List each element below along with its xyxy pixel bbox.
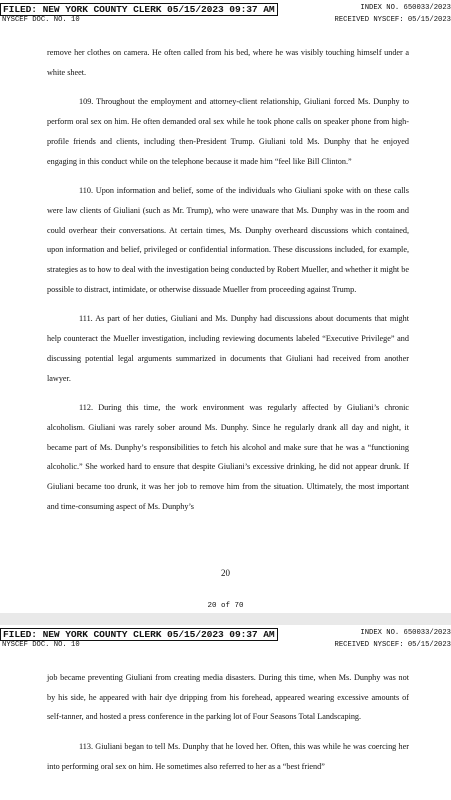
nyscef-doc-number: NYSCEF DOC. NO. 10 bbox=[2, 641, 80, 649]
page-number: 20 bbox=[221, 568, 230, 578]
received-date: RECEIVED NYSCEF: 05/15/2023 bbox=[334, 641, 451, 649]
nyscef-doc-number: NYSCEF DOC. NO. 10 bbox=[2, 16, 80, 24]
paragraph-continued: job became preventing Giuliani from creating media disasters. During this time, when Ms. Dunphy was not by his side, he appeared with hair dye dripping from his forehead, appeared wearing excessive amounts of self-tanner, and hosted a press conference in the parking lot of Four Seasons Total Landscaping. bbox=[47, 673, 409, 722]
filed-stamp: FILED: NEW YORK COUNTY CLERK 05/15/2023 09:37 AM bbox=[0, 3, 278, 16]
document-page-21 bbox=[0, 625, 451, 800]
page-count: 20 of 70 bbox=[207, 602, 244, 610]
page-separator bbox=[0, 613, 451, 625]
received-date: RECEIVED NYSCEF: 05/15/2023 bbox=[334, 16, 451, 24]
paragraph-continued: remove her clothes on camera. He often called from his bed, where he was visibly touching himself under a white sheet. bbox=[47, 48, 409, 77]
index-number: INDEX NO. 650033/2023 bbox=[360, 629, 451, 637]
paragraph-109: 109. Throughout the employment and attorney-client relationship, Giuliani forced Ms. Dunphy to perform oral sex on him. He often demanded oral sex while he took phone calls on speaker phone from high-profile friends and clients, including then-President Trump. Giuliani told Ms. Dunphy that he enjoyed engaging in this conduct while on the telephone because it made him “feel like Bill Clinton.” bbox=[47, 97, 409, 166]
index-number: INDEX NO. 650033/2023 bbox=[360, 4, 451, 12]
paragraph-112: 112. During this time, the work environment was regularly affected by Giuliani’s chronic alcoholism. Giuliani was rarely sober around Ms. Dunphy. Since he regularly drank all day and night, it became part of Ms. Dunphy’s responsibilities to fetch his alcohol and make sure that he was a “functioning alcoholic.” She worked hard to ensure that despite Giuliani’s excessive drinking, he did not appear drunk. If Giuliani became too drunk, it was her job to remove him from the situation. Ultimately, the most important and time-consuming aspect of Ms. Dunphy’s bbox=[47, 403, 409, 511]
page-body bbox=[47, 43, 409, 516]
paragraph-110: 110. Upon information and belief, some of the individuals who Giuliani spoke with on these calls were law clients of Giuliani (such as Mr. Trump), who were unaware that Ms. Dunphy was in the room and could overhear their conversations. At certain times, Ms. Dunphy overheard discussions which contained, upon information and belief, privileged or confidential information. These discussions included, for example, strategies as to how to deal with the investigation being conducted by Robert Mueller, and whether it might be possible to distract, intimidate, or otherwise dissuade Mueller from proceeding against Trump. bbox=[47, 186, 409, 294]
paragraph-111: 111. As part of her duties, Giuliani and Ms. Dunphy had discussions about documents that might help counteract the Mueller investigation, including reviewing documents labeled “Executive Privilege” and discussing potential legal arguments summarized in documents that Giuliani had received from another lawyer. bbox=[47, 314, 409, 383]
page-body bbox=[47, 668, 409, 777]
paragraph-113: 113. Giuliani began to tell Ms. Dunphy that he loved her. Often, this was while he was coercing her into performing oral sex on him. He sometimes also referred to her as a “best friend” bbox=[47, 742, 409, 771]
filed-stamp: FILED: NEW YORK COUNTY CLERK 05/15/2023 09:37 AM bbox=[0, 628, 278, 641]
